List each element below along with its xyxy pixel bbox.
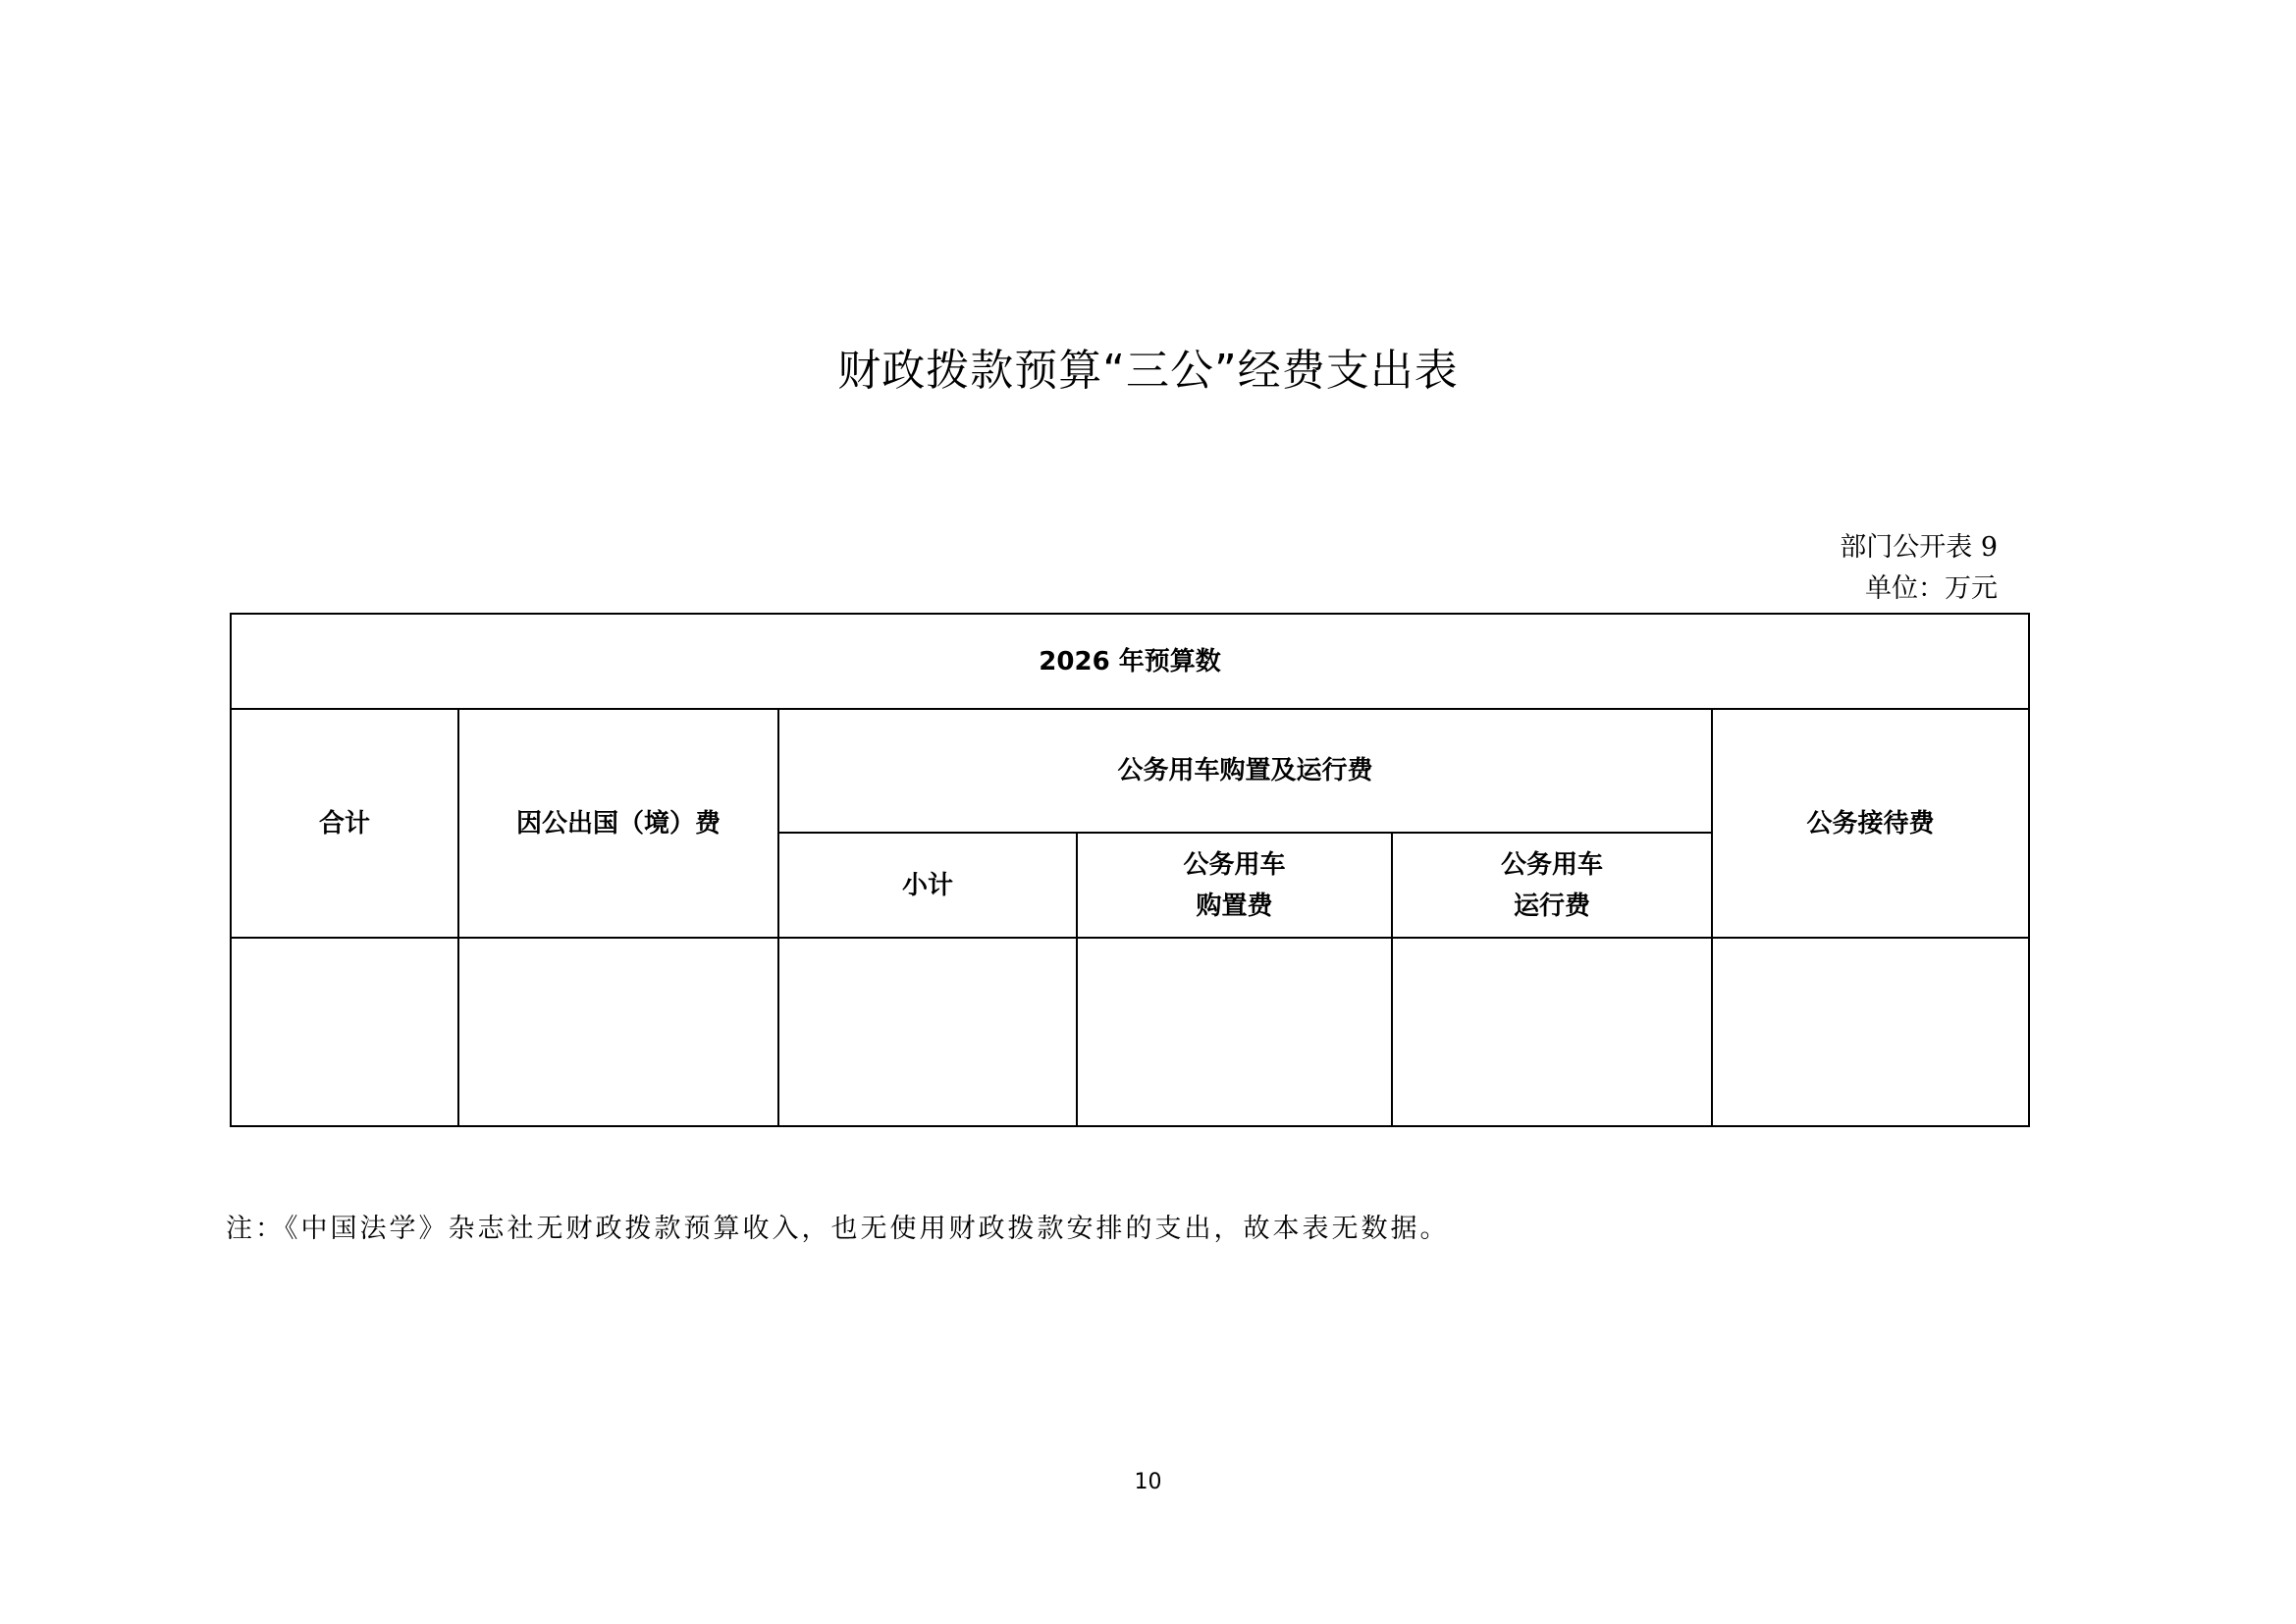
header-vehicle-purchase-line1: 公务用车 (1183, 849, 1286, 880)
cell-vehicle-purchase (1077, 938, 1392, 1126)
header-reception-cost: 公务接待费 (1712, 709, 2029, 938)
cell-overseas-cost (458, 938, 778, 1126)
unit-label: 单位：万元 (1865, 573, 1998, 604)
header-vehicle-operation-line2: 运行费 (1513, 891, 1590, 921)
table-header-row (231, 709, 2029, 833)
header-vehicle-purchase (1077, 833, 1392, 938)
budget-table (230, 613, 2030, 1127)
year-header: 2026 年预算数 (231, 614, 2029, 709)
header-vehicle-operation (1392, 833, 1712, 938)
table-note: 注：《中国法学》杂志社无财政拨款预算收入，也无使用财政拨款安排的支出，故本表无数据。 (226, 1214, 1450, 1244)
table-code: 部门公开表 9 (1840, 532, 1998, 563)
header-vehicle-purchase-line2: 购置费 (1196, 891, 1273, 921)
header-total: 合计 (231, 709, 458, 938)
page-title: 财政拨款预算“三公”经费支出表 (837, 346, 1459, 396)
header-overseas-cost: 因公出国（境）费 (458, 709, 778, 938)
cell-vehicle-subtotal (778, 938, 1077, 1126)
cell-vehicle-operation (1392, 938, 1712, 1126)
cell-total (231, 938, 458, 1126)
table-row (231, 938, 2029, 1126)
cell-reception-cost (1712, 938, 2029, 1126)
table-header-row (231, 614, 2029, 709)
header-vehicle-group: 公务用车购置及运行费 (778, 709, 1712, 833)
header-vehicle-subtotal: 小计 (778, 833, 1077, 938)
page-number: 10 (1134, 1470, 1162, 1494)
header-vehicle-operation-line1: 公务用车 (1500, 849, 1603, 880)
